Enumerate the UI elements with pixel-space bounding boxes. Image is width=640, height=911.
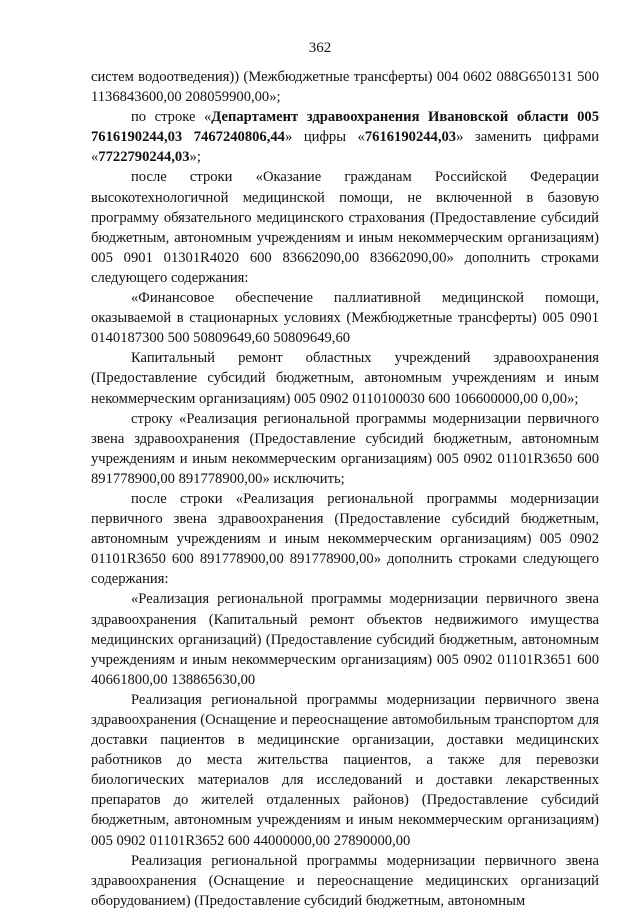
paragraph-5: Капитальный ремонт областных учреждений здравоохранения (Предоставление субсидий бюджетным, автономным учреждениям и иным некоммерческим организациям) 005 0902 0110100030 600 106600000,00 0,00»; (91, 350, 599, 407)
paragraph-2-tail: »; (189, 149, 201, 166)
paragraph-9: Реализация региональной программы модернизации первичного звена здравоохранения (Оснащение и переоснащение автомобильным транспортом для доставки пациентов в медицинские организации, доставки медицинских работников до места жительства пациентов, а также для перевозки биологических материалов для исследований и доставки лекарственных препаратов до жителей отдаленных районов) (Предоставление субсидий бюджетным, автономным учреждениям и иным некоммерческим организациям) 005 0902 01101R3652 600 44000000,00 27890000,00 (91, 691, 599, 849)
paragraph-1: систем водоотведения)) (Межбюджетные трансферты) 004 0602 088G650131 500 1136843600,00 208059900,00»; (91, 69, 599, 106)
paragraph-2-mid: » цифры « (284, 129, 365, 146)
old-figure-bold: 7616190244,03 (364, 129, 457, 146)
document-body (91, 67, 599, 911)
paragraph-3: после строки «Оказание гражданам Российской Федерации высокотехнологичной медицинской помощи, не включенной в базовую программу обязательного медицинского страхования (Предоставление субсидий бюджетным, автономным учреждениям и иным некоммерческим организациям) 005 0901 01301R4020 600 83662090,00 83662090,00» дополнить строками следующего содержания: (91, 169, 599, 286)
paragraph-10: Реализация региональной программы модернизации первичного звена здравоохранения (Оснащение и переоснащение медицинских организаций оборудованием) (Предоставление субсидий бюджетным, автономным (91, 852, 599, 909)
paragraph-4: «Финансовое обеспечение паллиативной медицинской помощи, оказываемой в стационарных условиях (Межбюджетные трансферты) 005 0901 0140187300 500 50809649,60 50809649,60 (91, 290, 599, 347)
paragraph-7: после строки «Реализация региональной программы модернизации первичного звена здравоохранения (Предоставление субсидий бюджетным, автономным учреждениям и иным некоммерческим организациям) 005 0902 01101R3650 600 891778900,00 891778900,00» дополнить строками следующего содержания: (91, 490, 599, 588)
paragraph-2 (91, 107, 599, 167)
paragraph-8: «Реализация региональной программы модернизации первичного звена здравоохранения (Капитальный ремонт объектов недвижимого имущества медицинских организаций) (Предоставление субсидий бюджетным, автономным учреждениям и иным некоммерческим организациям) 005 0902 01101R3651 600 40661800,00 138865630,00 (91, 591, 599, 688)
paragraph-6: строку «Реализация региональной программы модернизации первичного звена здравоохранения (Предоставление субсидий бюджетным, автономным учреждениям и иным некоммерческим организациям) 005 0902 01101R3650 600 891778900,00 891778900,00» исключить; (91, 410, 599, 487)
department-line-bold: Департамент здравоохранения Ивановской области 005 7616190244,03 7467240806,44 (91, 109, 599, 146)
paragraph-2-mid2: » заменить цифрами « (91, 129, 599, 166)
page-number: 362 (308, 40, 332, 56)
paragraph-2-lead: по строке « (131, 109, 212, 126)
new-figure-bold: 7722790244,03 (98, 149, 190, 166)
